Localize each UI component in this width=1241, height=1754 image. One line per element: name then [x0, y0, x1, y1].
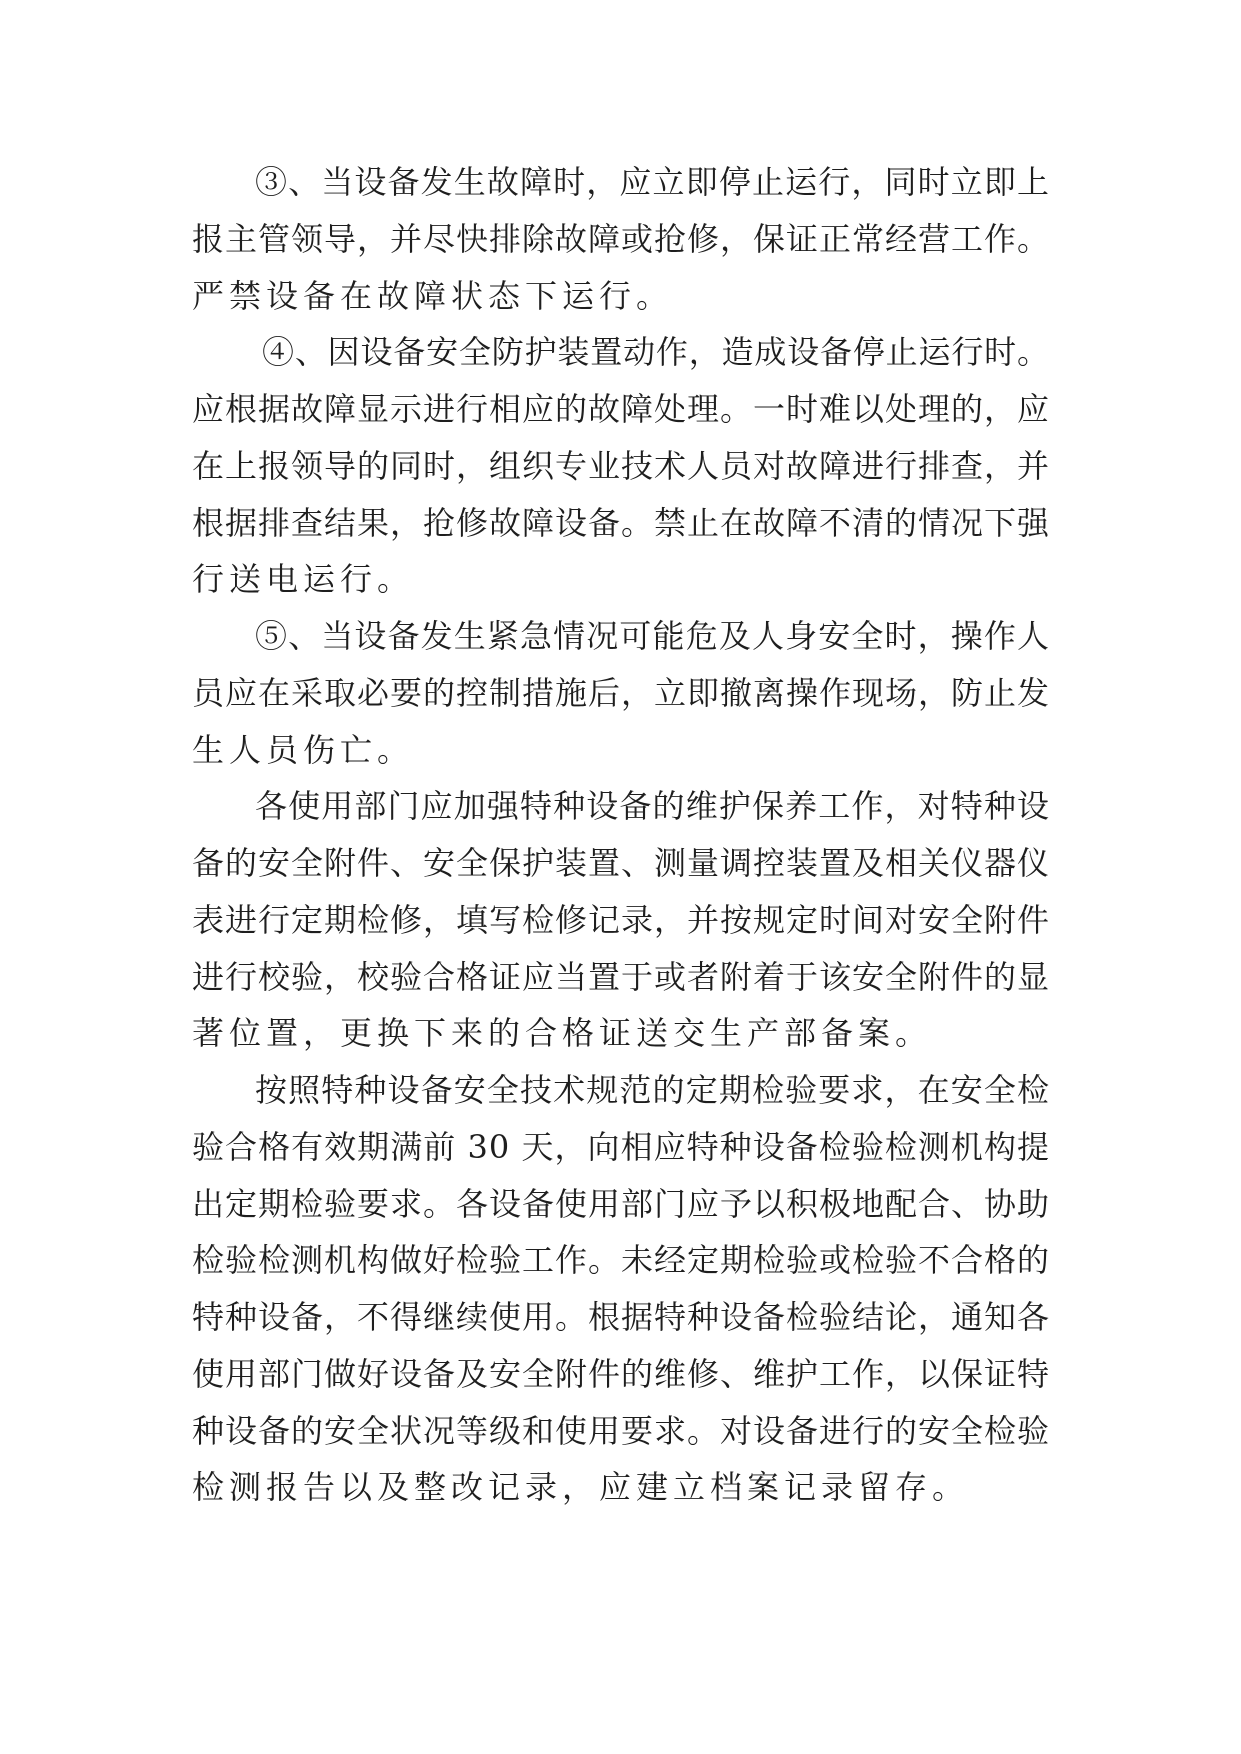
text-line: [0, 1240, 1241, 1280]
text-line: [0, 957, 1241, 997]
text-line: [0, 1070, 1241, 1110]
text-line-content: 特种设备，不得继续使用。根据特种设备检验结论，通知各: [192, 1298, 1050, 1336]
text-line: [0, 1467, 1241, 1507]
text-line: [0, 559, 1241, 599]
text-line-content: 在上报领导的同时，组织专业技术人员对故障进行排查，并: [192, 446, 1050, 485]
text-line: [0, 786, 1241, 826]
text-line: [0, 1354, 1241, 1394]
text-line-content: ④、因设备安全防护装置动作，造成设备停止运行时。: [262, 333, 1050, 372]
text-line: [0, 673, 1241, 713]
text-line: [0, 503, 1241, 543]
text-line-content: 员应在采取必要的控制措施后，立即撤离操作现场，防止发: [192, 673, 1050, 712]
text-line-content: 根据排查结果，抢修故障设备。禁止在故障不清的情况下强: [192, 503, 1050, 542]
text-line: [0, 219, 1241, 259]
text-line-content: 出定期检验要求。各设备使用部门应予以积极地配合、协助: [192, 1184, 1050, 1223]
text-line-content: 按照特种设备安全技术规范的定期检验要求，在安全检: [255, 1071, 1051, 1109]
text-line-content: 各使用部门应加强特种设备的维护保养工作，对特种设: [255, 787, 1051, 826]
text-line: [0, 332, 1241, 372]
text-line-content: 应根据故障显示进行相应的故障处理。一时难以处理的，应: [192, 390, 1050, 428]
text-line-content: ⑤、当设备发生紧急情况可能危及人身安全时，操作人: [255, 617, 1051, 655]
text-line-content: 检测报告以及整改记录，应建立档案记录留存。: [192, 1468, 970, 1507]
text-line: [0, 730, 1241, 770]
text-line: [0, 446, 1241, 486]
text-line: [0, 162, 1241, 202]
text-line-content: 生人员伤亡。: [192, 730, 415, 769]
text-line-content: 使用部门做好设备及安全附件的维修、维护工作，以保证特: [192, 1354, 1050, 1393]
text-line: [0, 1013, 1241, 1053]
text-line-content: 严禁设备在故障状态下运行。: [192, 276, 674, 315]
text-line-content: 表进行定期检修，填写检修记录，并按规定时间对安全附件: [192, 900, 1050, 939]
text-line-content: 著位置，更换下来的合格证送交生产部备案。: [192, 1014, 933, 1053]
text-line: [0, 1411, 1241, 1451]
text-line: [0, 900, 1241, 940]
text-line-content: 报主管领导，并尽快排除故障或抢修，保证正常经营工作。: [192, 219, 1050, 258]
text-line: [0, 1297, 1241, 1337]
text-line-content: 行送电运行。: [192, 560, 415, 599]
text-line: [0, 389, 1241, 429]
text-line-content: 验合格有效期满前 30 天，向相应特种设备检验检测机构提: [192, 1127, 1051, 1166]
text-line-content: 检验检测机构做好检验工作。未经定期检验或检验不合格的: [192, 1241, 1050, 1280]
text-line-content: 进行校验，校验合格证应当置于或者附着于该安全附件的显: [192, 957, 1050, 996]
text-line-content: 种设备的安全状况等级和使用要求。对设备进行的安全检验: [192, 1411, 1050, 1450]
text-line: [0, 1184, 1241, 1224]
text-line: [0, 1127, 1241, 1167]
text-line-content: 备的安全附件、安全保护装置、测量调控装置及相关仪器仪: [192, 844, 1050, 882]
text-line: [0, 616, 1241, 656]
text-line: [0, 843, 1241, 883]
text-line-content: ③、当设备发生故障时，应立即停止运行，同时立即上: [255, 163, 1051, 201]
text-line: [0, 276, 1241, 316]
